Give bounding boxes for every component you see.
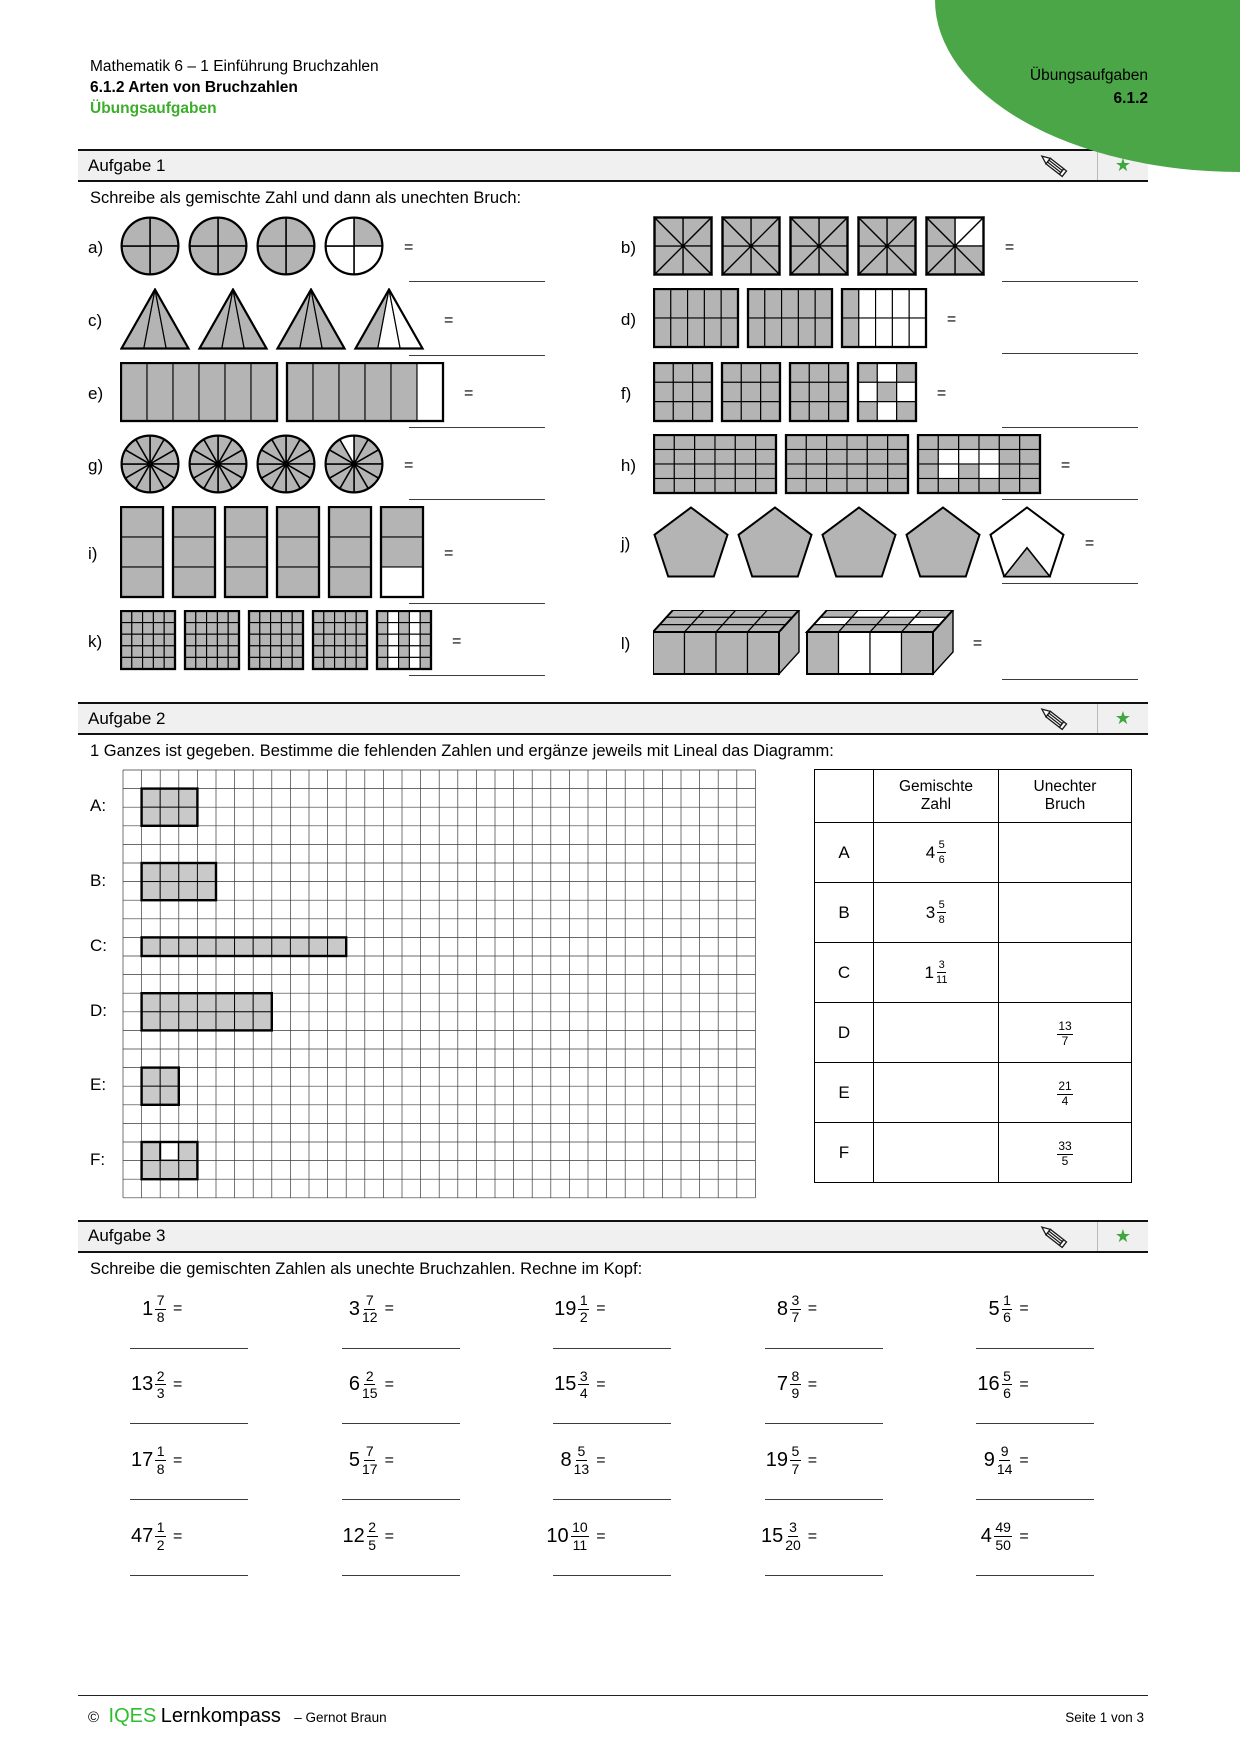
star-icon: ★ [1114,708,1132,728]
task3-instruction: Schreibe die gemischten Zahlen als unechte Bruchzahlen. Rechne im Kopf: [90,1259,643,1278]
equals-sign: = [173,1300,183,1318]
mixed-number: 1 3 11 [924,959,948,986]
task1-item-d [581,288,1148,356]
task2-section [78,702,1148,1204]
answer-blank [553,1348,671,1349]
mixed-number-problem [509,1518,721,1578]
brand-iqes: IQES [108,1705,157,1727]
task1-item-f [581,362,1148,428]
fraction: 8 9 [791,1367,800,1401]
fraction: 7 12 [362,1291,378,1326]
table-row [815,1003,1132,1063]
row-label: D [815,1003,874,1063]
diagram-row-label: C: [90,935,107,955]
header-subtitle: Übungsaufgaben [90,100,217,117]
pencil-icon [1011,152,1097,179]
equals-sign: = [596,1375,606,1393]
task1-item-l [581,610,1148,680]
mixed-number: 4 49 50 [980,1519,1011,1553]
answer-blank [976,1348,1094,1349]
improper-fraction-cell [999,1003,1132,1063]
answer-blank [765,1499,883,1500]
item-label: k) [88,631,103,651]
task1-item-g [88,434,581,500]
equals-sign: = [452,632,462,650]
answer-blank [976,1575,1094,1576]
mixed-number-problem [721,1442,933,1502]
answer-blank [765,1348,883,1349]
fraction: $\frac{21}{4}$ [1058,1078,1072,1108]
answer-blank [1002,499,1138,500]
mixed-number-problem [932,1442,1144,1502]
mixed-number-problem [721,1367,933,1427]
equals-sign: = [596,1527,606,1545]
table-row [815,943,1132,1003]
mixed-number: 19 5 7 [765,1443,800,1477]
improper-fraction-cell [999,943,1132,1003]
equals-sign: = [596,1300,606,1318]
equals-sign: = [173,1451,183,1469]
answer-blank [342,1499,460,1500]
unit-grid-diagram [90,769,756,1204]
item-label: i) [88,543,98,563]
fraction: 5 7 [791,1443,800,1477]
fraction-table [814,769,1132,1183]
answer-blank [553,1423,671,1424]
task1-item-i [88,506,581,604]
equals-sign: = [807,1527,818,1545]
task1-instruction: Schreibe als gemischte Zahl und dann als unechten Bruch: [90,189,522,207]
equals-sign: = [1060,456,1071,474]
improper-fraction-cell [999,1063,1132,1123]
item-label: j) [620,533,631,553]
diagram-row-label: E: [90,1075,107,1095]
fraction: 3 7 [791,1291,800,1326]
equals-sign: = [807,1375,818,1393]
equals-sign: = [596,1451,606,1469]
equals-sign: = [384,1375,394,1393]
mixed-number: 8 5 13 [560,1443,590,1477]
task1-item-k [88,610,581,680]
mixed-number-problem [509,1442,721,1502]
item-label: h) [620,455,637,475]
fraction-figure-f [653,362,919,425]
task1-header-bar [78,149,1148,182]
mixed-number: 1 7 8 [142,1291,165,1326]
row-label: B [815,883,874,943]
table-row [815,1063,1132,1123]
answer-blank [976,1499,1094,1500]
mixed-number-cell [874,943,999,1003]
answer-blank [765,1575,883,1576]
diagram-row-label: A: [90,796,107,816]
fraction: 1 2 [579,1291,588,1326]
mixed-number-problem [86,1442,298,1502]
answer-blank [409,603,545,604]
brand-lernkompass: Lernkompass [160,1705,281,1727]
star-icon: ★ [1114,155,1132,175]
task2-header-bar [78,702,1148,735]
mixed-number-problem [86,1291,298,1351]
mixed-number-problem [86,1518,298,1578]
equals-sign: = [444,544,454,562]
answer-blank [1002,281,1138,282]
fraction-figure-e [120,362,446,425]
answer-blank [553,1575,671,1576]
answer-blank [130,1348,248,1349]
mixed-number: 10 10 11 [546,1519,588,1553]
answer-blank [553,1499,671,1500]
equals-sign: = [1019,1451,1029,1469]
answer-blank [1002,679,1138,680]
mixed-number-problem [721,1518,933,1578]
equals-sign: = [404,238,414,256]
fraction: 2 3 [156,1367,165,1401]
page-footer [78,1695,1148,1728]
mixed-number: 12 2 5 [342,1519,377,1553]
unit-grid [122,769,756,1199]
equals-sign: = [1019,1375,1029,1393]
task1-item-e [88,362,581,428]
task1-title: Aufgabe 1 [88,155,166,175]
mixed-number: 7 8 9 [776,1367,800,1401]
task2-title: Aufgabe 2 [88,708,166,728]
mixed-number-problem [298,1367,510,1427]
task1-section [78,149,1148,686]
task3-section [78,1220,1148,1578]
fraction: 2 15 [362,1367,378,1401]
equals-sign: = [444,311,454,329]
equals-sign: = [1084,534,1095,552]
row-label: C [815,943,874,1003]
equals-sign: = [464,384,474,402]
mixed-number-problem [298,1518,510,1578]
item-label: a) [88,237,104,257]
table-header: Gemischte Zahl [874,770,999,823]
row-label: F [815,1123,874,1183]
answer-blank [342,1423,460,1424]
answer-blank [765,1423,883,1424]
task1-item-h [581,434,1148,500]
improper-fraction-cell [999,823,1132,883]
fraction: 5 8 [938,899,945,926]
mixed-number-problem [298,1291,510,1351]
mixed-number: 15 3 20 [760,1519,801,1553]
mixed-number-problem [509,1291,721,1351]
equals-sign: = [1019,1527,1029,1545]
table-row [815,823,1132,883]
task1-items [88,216,1148,686]
fraction: 3 11 [936,959,948,986]
fraction-figure-h [653,434,1043,497]
mixed-number-problem [86,1367,298,1427]
fraction: $\frac{33}{5}$ [1058,1138,1072,1168]
fraction-figure-b [653,216,987,279]
pencil-icon [1011,705,1097,732]
item-label: l) [620,633,631,653]
item-label: e) [88,383,104,403]
fraction-figure-d [653,288,929,351]
page-number: Seite 1 von 3 [1065,1710,1144,1725]
mixed-number: 5 7 17 [348,1443,378,1477]
equals-sign: = [173,1527,183,1545]
fraction-table-wrap [814,769,1132,1183]
mixed-number: 4 5 6 [925,839,945,866]
fraction: 2 5 [368,1519,377,1553]
diagram-row-label: F: [90,1149,106,1169]
equals-sign: = [807,1451,818,1469]
pencil-icon [1011,1223,1097,1250]
mixed-number-problem [932,1291,1144,1351]
fraction: 5 6 [938,839,945,866]
task1-item-b [581,216,1148,282]
mixed-number: 3 5 8 [925,899,945,926]
equals-sign: = [404,456,414,474]
item-label: g) [88,455,104,475]
fraction: 5 6 [1003,1367,1011,1401]
badge-code: 6.1.2 [1113,90,1148,107]
task3-header-bar [78,1220,1148,1253]
equals-sign: = [384,1451,394,1469]
fraction-figure-g [120,434,386,497]
fraction-figure-i [120,506,426,601]
mixed-number: 13 2 3 [130,1367,165,1401]
fraction: $\frac{13}{7}$ [1058,1018,1072,1048]
item-label: b) [620,237,637,257]
fraction: 10 11 [572,1519,588,1553]
header-course: Mathematik 6 – 1 Einführung Bruchzahlen [90,58,379,75]
answer-blank [342,1348,460,1349]
fraction-figure-k [120,610,434,673]
mixed-number-cell [874,883,999,943]
answer-blank [409,499,545,500]
fraction: 1 6 [1003,1291,1011,1326]
task1-item-a [88,216,581,282]
table-header: Unechter Bruch [999,770,1132,823]
answer-blank [1002,427,1138,428]
mixed-number: 9 9 14 [983,1443,1013,1477]
answer-blank [409,675,545,676]
answer-blank [1002,583,1138,584]
answer-blank [1002,353,1138,354]
item-label: c) [88,310,103,330]
equals-sign: = [1004,238,1015,256]
fraction: 3 20 [785,1519,801,1553]
copyright-symbol: © [88,1709,100,1726]
mixed-number-problem [932,1518,1144,1578]
fraction-figure-j [653,506,1067,581]
equals-sign: = [173,1375,183,1393]
mixed-number: 19 1 2 [554,1291,588,1326]
badge-title: Übungsaufgaben [1029,67,1148,84]
equals-sign: = [807,1300,818,1318]
equals-sign: = [946,310,957,328]
task2-instruction: 1 Ganzes ist gegeben. Bestimme die fehlenden Zahlen und ergänze jeweils mit Lineal das Diagramm: [90,742,834,760]
item-label: f) [620,383,632,403]
fraction: 49 50 [995,1519,1011,1553]
task1-item-c [88,288,581,356]
mixed-number: 16 5 6 [977,1367,1011,1401]
fraction: 9 14 [996,1443,1013,1477]
mixed-number: 47 1 2 [130,1519,165,1553]
mixed-number-cell [874,1123,999,1183]
improper-fraction-cell [999,1123,1132,1183]
row-label: A [815,823,874,883]
answer-blank [130,1575,248,1576]
fraction-figure-a [120,216,386,279]
task1-item-j [581,506,1148,604]
answer-blank [409,355,545,356]
mixed-number-problem [509,1367,721,1427]
equals-sign: = [384,1527,394,1545]
fraction: 7 8 [156,1291,165,1326]
mixed-number: 8 3 7 [776,1291,800,1326]
task3-title: Aufgabe 3 [88,1226,166,1246]
fraction: 3 4 [579,1367,588,1401]
answer-blank [130,1499,248,1500]
row-label: E [815,1063,874,1123]
answer-blank [342,1575,460,1576]
answer-blank [976,1423,1094,1424]
table-row [815,1123,1132,1183]
table-row [815,883,1132,943]
equals-sign: = [972,634,983,652]
item-label: d) [620,309,637,329]
answer-blank [130,1423,248,1424]
fraction: 1 8 [156,1443,165,1477]
mixed-number: 3 7 12 [348,1291,378,1326]
equals-sign: = [936,384,947,402]
mixed-number-cell [874,1063,999,1123]
equals-sign: = [384,1300,394,1318]
mixed-number: 17 1 8 [130,1443,165,1477]
corner-badge [935,0,1240,172]
fraction-figure-l [653,610,955,677]
star-icon: ★ [1114,1225,1132,1246]
answer-blank [409,427,545,428]
mixed-number-problem [298,1442,510,1502]
fraction: 7 17 [362,1443,378,1477]
fraction-figure-c [120,288,426,353]
answer-blank [409,281,545,282]
diagram-row-label: D: [90,1000,107,1020]
mixed-number: 15 3 4 [554,1367,588,1401]
mixed-number: 5 1 6 [988,1291,1011,1326]
footer-author: – Gernot Braun [294,1710,387,1725]
mixed-number-cell [874,823,999,883]
mixed-number-cell [874,1003,999,1063]
header-topic: 6.1.2 Arten von Bruchzahlen [90,79,298,96]
task3-problems [86,1291,1144,1578]
fraction: 5 13 [573,1443,590,1477]
mixed-number: 6 2 15 [348,1367,378,1401]
mixed-number-problem [721,1291,933,1351]
table-header [815,770,874,823]
diagram-row-label: B: [90,870,107,890]
equals-sign: = [1019,1300,1029,1318]
mixed-number-problem [932,1367,1144,1427]
improper-fraction-cell [999,883,1132,943]
fraction: 1 2 [156,1519,165,1553]
